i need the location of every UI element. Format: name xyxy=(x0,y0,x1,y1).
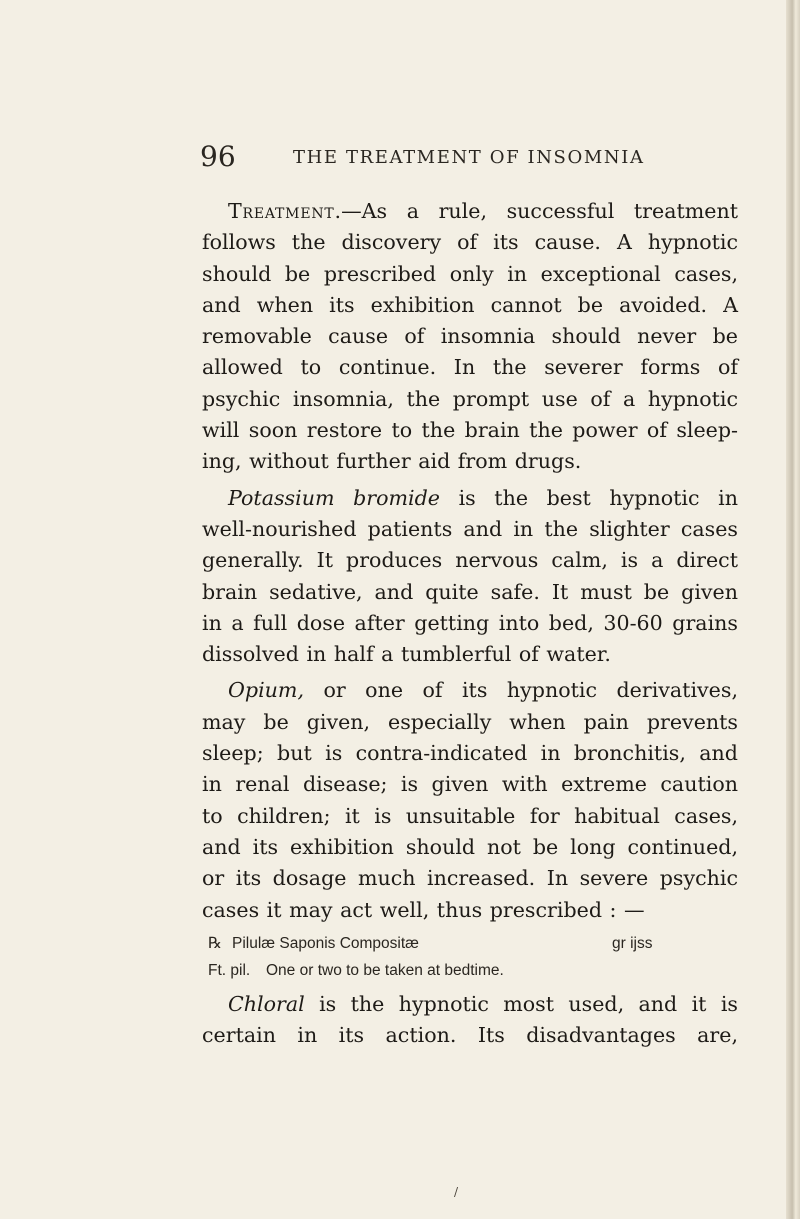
text-line: in renal disease; is given with extreme caution xyxy=(202,772,738,797)
prescription-fiat: Ft. pil. xyxy=(208,961,251,979)
drug-name: Opium, xyxy=(228,678,304,703)
drug-name: Potassium bromide xyxy=(228,485,440,510)
text-line: Potassium bromide is the best hypnotic in xyxy=(228,485,738,510)
page-number: 96 xyxy=(200,140,236,173)
text-line: follows the discovery of its cause. A hypnotic xyxy=(202,230,738,255)
text-line: sleep; but is contra-indicated in bronchitis, and xyxy=(202,741,738,766)
text-line: well-nourished patients and in the slighter cases xyxy=(202,516,738,541)
text-line: to children; it is unsuitable for habitual cases, xyxy=(202,803,738,828)
section-lead: Treatment xyxy=(228,199,335,223)
paragraph-treatment xyxy=(202,196,738,478)
prescription-line xyxy=(202,957,738,984)
paragraph-potassium-bromide xyxy=(202,483,738,671)
prescription-line xyxy=(202,930,738,957)
text-line: dissolved in half a tumblerful of water. xyxy=(202,642,611,667)
paragraph-opium xyxy=(202,675,738,925)
text-line: generally. It produces nervous calm, is a direct xyxy=(202,548,738,573)
text-line: cases it may act well, thus prescribed : — xyxy=(202,897,645,922)
text-line: Chloral is the hypnotic most used, and it is xyxy=(228,991,738,1016)
running-title: THE TREATMENT OF INSOMNIA xyxy=(293,147,645,168)
text-line: ing, without further aid from drugs. xyxy=(202,449,582,474)
prescription-directions: One or two to be taken at bedtime. xyxy=(266,961,504,979)
text-line: certain in its action. Its disadvantages are, xyxy=(202,1023,738,1048)
page-edge-shadow xyxy=(786,0,800,1219)
text-line: Opium, or one of its hypnotic derivatives, xyxy=(228,678,738,703)
text-line: removable cause of insomnia should never be xyxy=(202,324,738,349)
paragraph-chloral xyxy=(202,989,738,1052)
text-line: Treatment.—As a rule, successful treatment xyxy=(228,199,738,223)
text-line: will soon restore to the brain the power of sleep- xyxy=(202,418,738,443)
text-line: in a full dose after getting into bed, 30-60 grains xyxy=(202,610,738,635)
text-line: or its dosage much increased. In severe psychic xyxy=(202,866,738,891)
recipe-symbol: ℞ xyxy=(208,934,222,952)
prescription-drug: Pilulæ Saponis Compositæ xyxy=(232,934,419,952)
page-body xyxy=(202,196,738,1051)
text-line: and when its exhibition cannot be avoided. A xyxy=(202,292,738,317)
page-header xyxy=(200,142,800,172)
stray-mark: / xyxy=(454,1185,459,1199)
text-line: and its exhibition should not be long continued, xyxy=(202,834,738,859)
drug-name: Chloral xyxy=(228,991,305,1016)
prescription xyxy=(202,930,738,984)
text-line: should be prescribed only in exceptional cases, xyxy=(202,261,738,286)
text-line: may be given, especially when pain prevents xyxy=(202,709,738,734)
prescription-dose: gr ijss xyxy=(612,934,653,952)
text-line: allowed to continue. In the severer forms of xyxy=(202,355,738,380)
text-line: brain sedative, and quite safe. It must be given xyxy=(202,579,738,604)
text-line: psychic insomnia, the prompt use of a hypnotic xyxy=(202,386,738,411)
